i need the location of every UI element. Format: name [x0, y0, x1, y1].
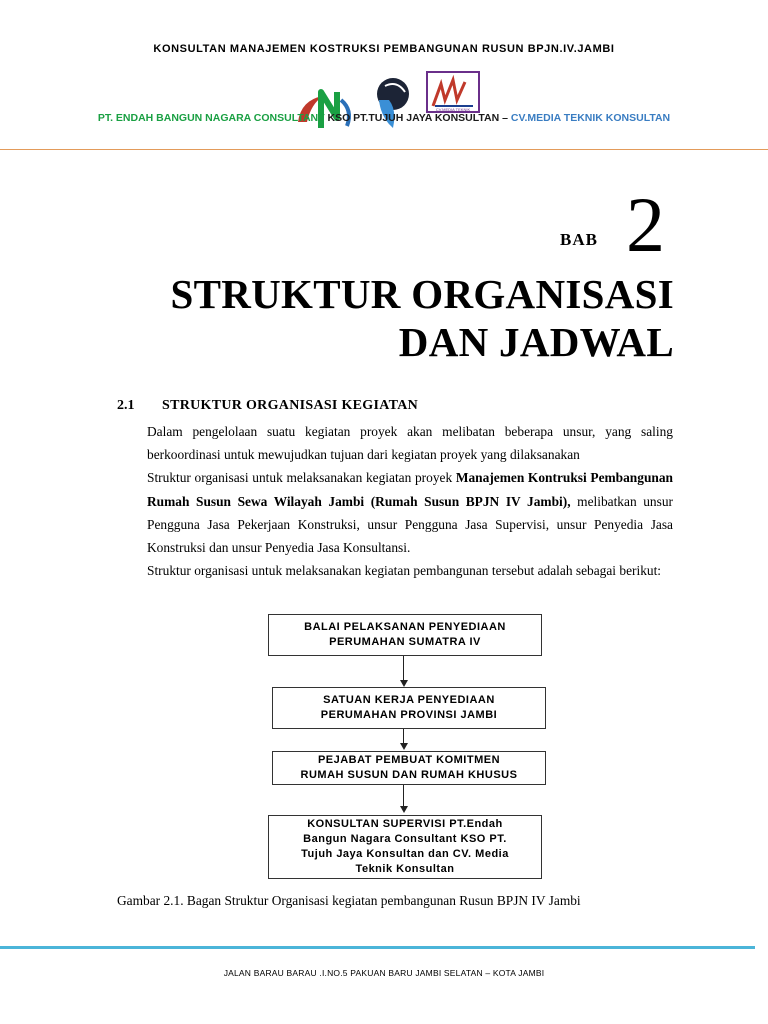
figure-caption: Gambar 2.1. Bagan Struktur Organisasi kegiatan pembangunan Rusun BPJN IV Jambi: [117, 893, 581, 908]
section-title: STRUKTUR ORGANISASI KEGIATAN: [162, 398, 419, 413]
paragraph-2-intro: Struktur organisasi untuk melaksanakan kegiatan proyek: [147, 470, 456, 486]
section-body: [147, 420, 673, 582]
header-title: KONSULTAN MANAJEMEN KOSTRUKSI PEMBANGUNAN RUSUN BPJN.IV.JAMBI: [153, 43, 615, 55]
org-arrow-3: [403, 785, 404, 807]
header-divider: [0, 149, 768, 150]
paragraph-1: Dalam pengelolaan suatu kegiatan proyek akan melibatan beberapa unsur, yang saling berkoordinasi untuk mewujudkan tujuan dari kegiatan proyek yang dilaksanakan: [147, 424, 673, 463]
footer-address: JALAN BARAU BARAU .I.NO.5 PAKUAN BARU JAMBI SELATAN – KOTA JAMBI: [223, 968, 545, 978]
org-box-ppk-line1: PEJABAT PEMBUAT KOMITMEN: [317, 754, 501, 766]
company-endah: PT. ENDAH BANGUN NAGARA CONSULTANT: [97, 112, 325, 124]
section-number: 2.1: [117, 398, 135, 413]
org-box-konsultan-line1: KONSULTAN SUPERVISI PT.Endah: [307, 818, 503, 830]
org-arrowhead-2: [400, 743, 408, 750]
org-box-konsultan-line3: Tujuh Jaya Konsultan dan CV. Media: [301, 848, 509, 860]
org-arrowhead-1: [400, 680, 408, 687]
chapter-title-line1: STRUKTUR ORGANISASI: [170, 271, 674, 317]
company-logos: [293, 70, 493, 140]
chapter-label: BAB: [560, 230, 598, 249]
header-companies: [0, 112, 768, 124]
company-tujuh-jaya: KSO PT.TUJUH JAYA KONSULTAN –: [324, 112, 511, 124]
org-box-ppk: [272, 751, 546, 785]
org-box-satker: [272, 687, 546, 729]
org-box-konsultan-line4: Teknik Konsultan: [355, 863, 455, 875]
paragraph-2: [147, 466, 673, 559]
org-box-konsultan-line2: Bangun Nagara Consultant KSO PT.: [303, 833, 507, 845]
org-arrow-1: [403, 656, 404, 681]
org-box-balai: [268, 614, 542, 656]
chapter-title-line2: DAN JADWAL: [398, 319, 674, 365]
org-arrow-2: [403, 729, 404, 743]
paragraph-2-bold: Manajemen Kontruksi Pembangunan Rumah Susun Sewa Wilayah Jambi (Rumah Susun BPJN IV Jambi),: [147, 470, 673, 509]
paragraph-2-rest: melibatkan unsur Pengguna Jasa Pekerjaan Konstruksi, unsur Pengguna Jasa Supervisi, unsur Penyedia Jasa Konstruksi dan unsur Penyedia Jasa Konsultansi.: [147, 493, 673, 556]
chapter-number: 2: [626, 181, 665, 268]
media-teknik-logo-text: CV.MEDIA TEKNIK: [435, 107, 471, 112]
org-box-ppk-line2: RUMAH SUSUN DAN RUMAH KHUSUS: [300, 769, 518, 781]
org-box-konsultan: [268, 815, 542, 879]
company-media-teknik: CV.MEDIA TEKNIK KONSULTAN: [510, 112, 671, 124]
org-box-satker-line1: SATUAN KERJA PENYEDIAAN: [323, 694, 495, 706]
footer-divider: [0, 946, 755, 949]
org-box-balai-line2: PERUMAHAN SUMATRA IV: [329, 636, 481, 648]
org-box-balai-line1: BALAI PELAKSANAN PENYEDIAAN: [304, 621, 506, 633]
org-box-satker-line2: PERUMAHAN PROVINSI JAMBI: [320, 709, 498, 721]
org-arrowhead-3: [400, 806, 408, 813]
media-teknik-logo: [427, 72, 479, 112]
paragraph-3: Struktur organisasi untuk melaksanakan kegiatan pembangunan tersebut adalah sebagai berikut:: [147, 563, 662, 579]
